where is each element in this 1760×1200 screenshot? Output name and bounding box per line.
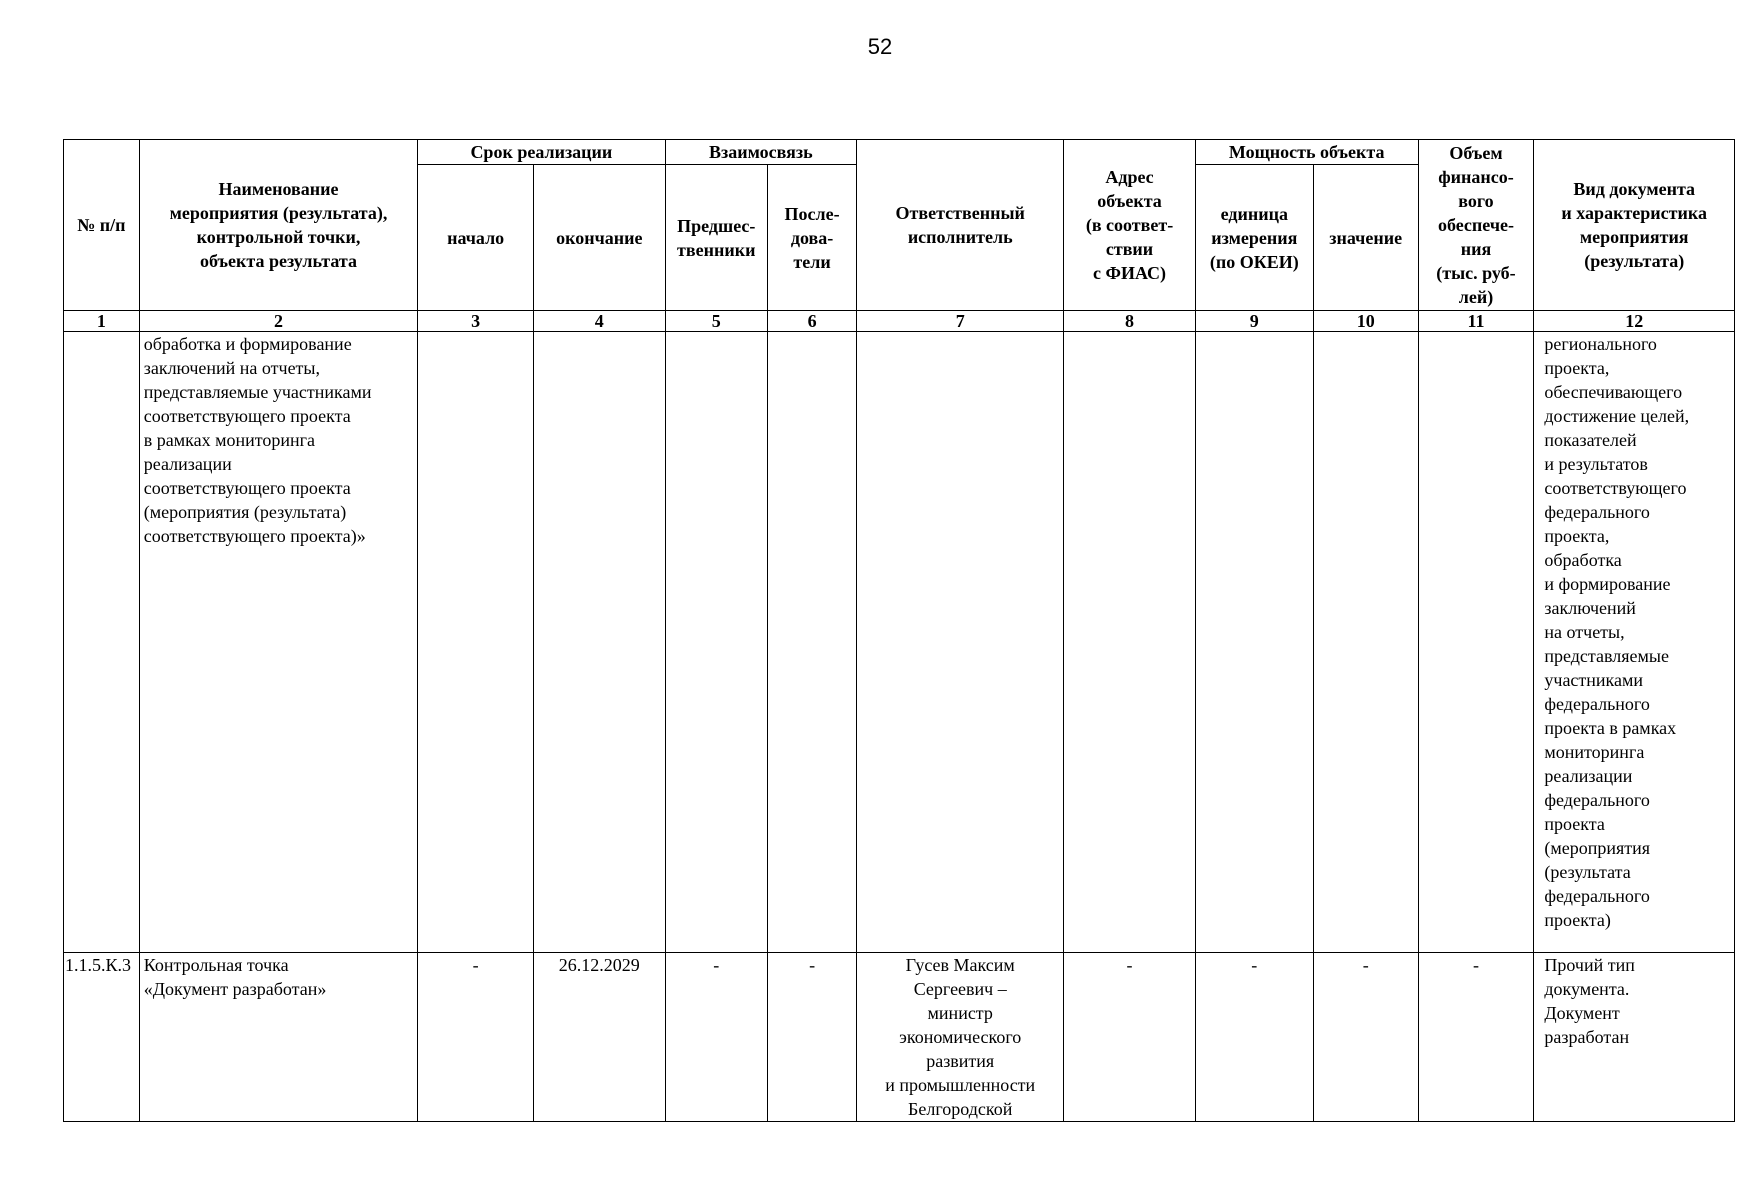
column-number: 11 xyxy=(1418,311,1534,332)
row-responsible xyxy=(857,332,1064,953)
row-address xyxy=(1064,332,1195,953)
header-start: начало xyxy=(418,165,534,311)
column-number: 10 xyxy=(1313,311,1418,332)
header-group-srok: Срок реализации xyxy=(418,140,665,165)
row-unit: - xyxy=(1195,953,1313,1122)
column-number: 3 xyxy=(418,311,534,332)
row-end: 26.12.2029 xyxy=(534,953,665,1122)
column-number: 5 xyxy=(665,311,767,332)
page-number: 52 xyxy=(867,34,893,59)
column-number: 4 xyxy=(534,311,665,332)
row-address: - xyxy=(1064,953,1195,1122)
column-number: 1 xyxy=(64,311,140,332)
header-successors: После- дова- тели xyxy=(768,165,857,311)
header-end: окончание xyxy=(534,165,665,311)
row-responsible: Гусев Максим Сергеевич – министр экономического развития и промышленности Белгородской xyxy=(857,953,1064,1122)
column-number-row xyxy=(64,311,1735,332)
row-start: - xyxy=(418,953,534,1122)
header-value: значение xyxy=(1313,165,1418,311)
row-num xyxy=(64,332,140,953)
row-doc-type: Прочий тип документа. Документ разработан xyxy=(1534,953,1735,1122)
row-finance xyxy=(1418,332,1534,953)
project-table xyxy=(63,139,1735,1122)
row-num: 1.1.5.К.3 xyxy=(64,953,140,1122)
row-value xyxy=(1313,332,1418,953)
table-row xyxy=(64,953,1735,1122)
header-predecessors: Предшес- твенники xyxy=(665,165,767,311)
column-number: 2 xyxy=(139,311,417,332)
table-row xyxy=(64,332,1735,953)
row-doc-type: регионального проекта, обеспечивающего достижение целей, показателей и результатов соответствующего федерального проекта, обработка и формирование заключений на отчеты, представляемые участниками федерального проекта в рамках мониторинга реализации федерального проекта (мероприятия (результата федерального проекта) xyxy=(1534,332,1735,953)
row-name: Контрольная точка «Документ разработан» xyxy=(139,953,417,1122)
row-end xyxy=(534,332,665,953)
row-start xyxy=(418,332,534,953)
header-name: Наименование мероприятия (результата), контрольной точки, объекта результата xyxy=(139,140,417,311)
row-predecessors: - xyxy=(665,953,767,1122)
header-finance: Объем финансо- вого обеспече- ния (тыс. руб- лей) xyxy=(1418,140,1534,311)
row-name: обработка и формирование заключений на отчеты, представляемые участниками соответствующего проекта в рамках мониторинга реализации соответствующего проекта (мероприятия (результата) соответствующего проекта)» xyxy=(139,332,417,953)
header-unit: единица измерения (по ОКЕИ) xyxy=(1195,165,1313,311)
header-responsible: Ответственный исполнитель xyxy=(857,140,1064,311)
row-predecessors xyxy=(665,332,767,953)
row-finance: - xyxy=(1418,953,1534,1122)
row-unit xyxy=(1195,332,1313,953)
row-successors: - xyxy=(768,953,857,1122)
column-number: 12 xyxy=(1534,311,1735,332)
header-num: № п/п xyxy=(64,140,140,311)
column-number: 9 xyxy=(1195,311,1313,332)
row-value: - xyxy=(1313,953,1418,1122)
header-group-mosh: Мощность объекта xyxy=(1195,140,1418,165)
column-number: 8 xyxy=(1064,311,1195,332)
column-number: 6 xyxy=(768,311,857,332)
header-group-vzaim: Взаимосвязь xyxy=(665,140,857,165)
header-doc-type: Вид документа и характеристика мероприятия (результата) xyxy=(1534,140,1735,311)
header-row-1 xyxy=(64,140,1735,165)
row-successors xyxy=(768,332,857,953)
header-address: Адрес объекта (в соответ- ствии с ФИАС) xyxy=(1064,140,1195,311)
column-number: 7 xyxy=(857,311,1064,332)
